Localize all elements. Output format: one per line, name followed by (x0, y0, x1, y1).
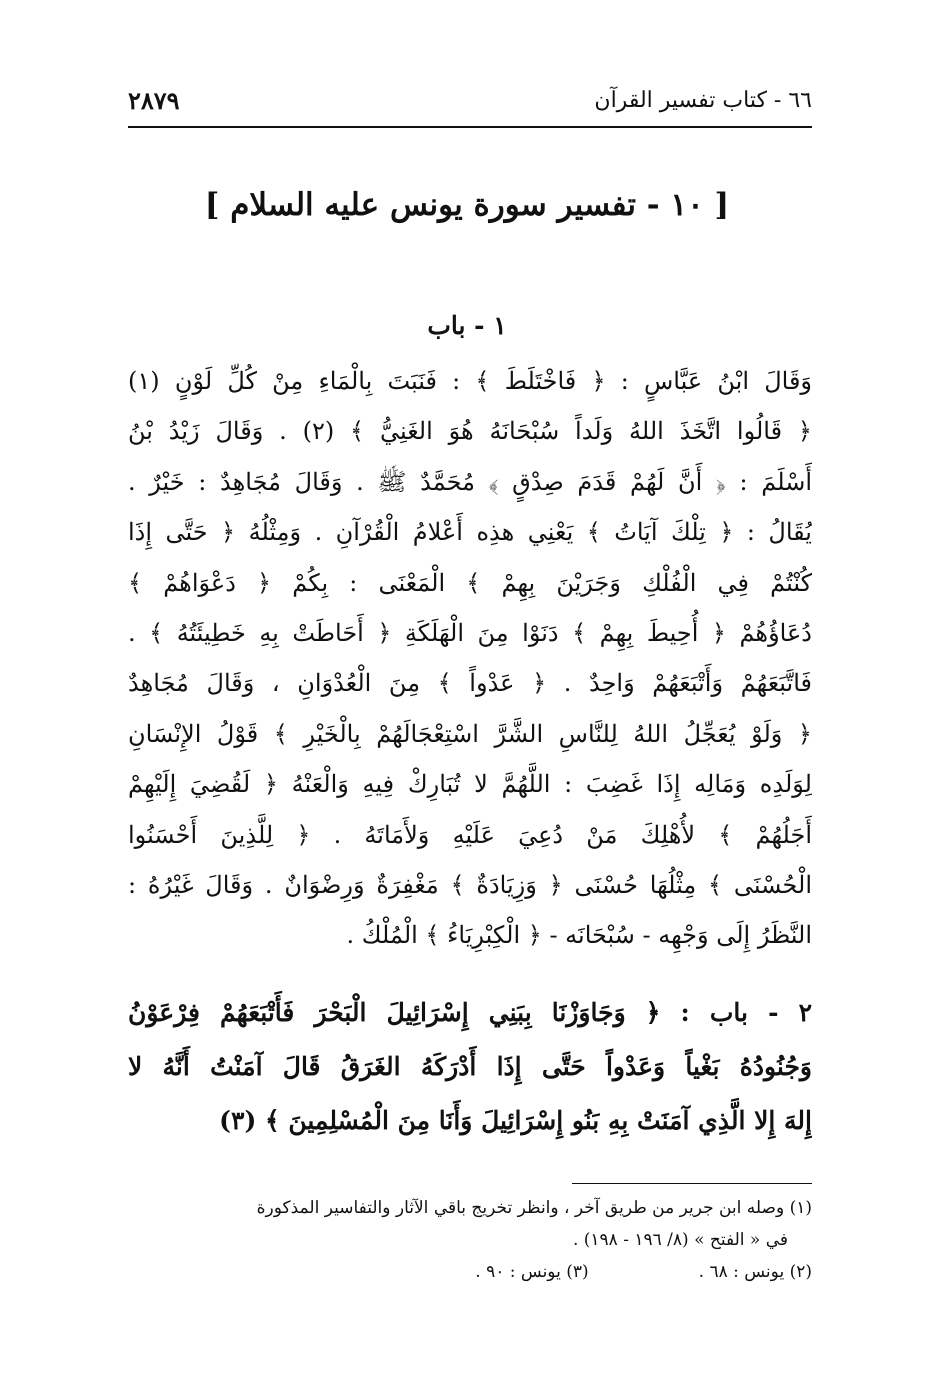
footnote-1-continued: في « الفتح » (٨/ ١٩٦ - ١٩٨) . (572, 1230, 788, 1250)
body-line: النَّظَرُ إِلَى وَجْهِه - سُبْحَانَه - ﴿ الْكِبْرِيَاءُ ﴾ الْمُلْكُ . (346, 921, 812, 950)
bab2-line: وَجُنُودُهُ بَغْياً وَعَدْواً حَتَّى إِذَا أَدْرَكَهُ الغَرَقُ قَالَ آمَنْتُ أَنَّهُ لا (128, 1052, 812, 1081)
footnotes (128, 1192, 812, 1288)
body-paragraph (128, 356, 812, 961)
body-line: أَسْلَمَ : ﴿ أَنَّ لَهُمْ قَدَمَ صِدْقٍ ﴾ مُحَمَّدٌ ﷺ . وَقَالَ مُجَاهِدٌ : خَيْرٌ . (128, 467, 812, 496)
body-line: ﴿ وَلَوْ يُعَجِّلُ اللهُ لِلنَّاسِ الشَّرَّ اسْتِعْجَالَهُمْ بِالْخَيْرِ ﴾ قَوْلُ الإِنْسَانِ (128, 719, 812, 748)
body-line: لِوَلَدِه وَمَالِه إِذَا غَضِبَ : اللَّهُمَّ لا تُبَارِكْ فِيهِ وَالْعَنْهُ ﴿ لَقُضِيَ إِلَيْهِمْ (128, 770, 812, 799)
page-number: ٢٨٧٩ (128, 85, 180, 115)
body-line: أَجَلُهُمْ ﴾ لأُهْلِكَ مَنْ دُعِيَ عَلَيْهِ وَلأَمَاتَهُ . ﴿ لِلَّذِينَ أَحْسَنُوا (128, 820, 812, 849)
running-header (128, 80, 812, 120)
bab2-line: إِلهَ إِلا الَّذِي آمَنَتْ بِهِ بَنُو إِسْرَائِيلَ وَأَنَا مِنَ الْمُسْلِمِينَ ﴾ (٣) (219, 1106, 812, 1135)
footnote-1: (١) وصله ابن جرير من طريق آخر ، وانظر تخريج باقي الآثار والتفاسير المذكورة (256, 1198, 812, 1218)
chapter-title: [ ١٠ - تفسير سورة يونس عليه السلام ] (204, 187, 730, 223)
footnote-2: (٢) يونس : ٦٨ . (698, 1262, 812, 1282)
bab2-line: ٢ - باب : ﴿ وَجَاوَزْنَا بِبَنِي إِسْرَائِيلَ الْبَحْرَ فَأَتْبَعَهُمْ فِرْعَوْنُ (128, 998, 812, 1027)
section-title-bab-1: ١ - باب (427, 311, 507, 340)
body-line: ﴿ قَالُوا اتَّخَذَ اللهُ وَلَداً سُبْحَانَهُ هُوَ الغَنِيُّ ﴾ (٢) . وَقَالَ زَيْدُ بْنُ (128, 417, 812, 446)
header-rule (128, 126, 812, 128)
body-line: كُنْتُمْ فِي الْفُلْكِ وَجَرَيْنَ بِهِمْ ﴾ الْمَعْنَى : بِكُمْ ﴿ دَعْوَاهُمْ ﴾ (128, 568, 812, 597)
footnote-rule (572, 1183, 812, 1184)
body-line: وَقَالَ ابْنُ عَبَّاسٍ : ﴿ فَاخْتَلَطَ ﴾ : فَنَبَتَ بِالْمَاءِ مِنْ كُلِّ لَوْنٍ (١) (128, 367, 812, 395)
body-line: دُعَاؤُهُمْ ﴿ أُحِيطَ بِهِمْ ﴾ دَنَوْا مِنَ الْهَلَكَةِ ﴿ أَحَاطَتْ بِهِ خَطِيئَتُهُ ﴾ . (128, 619, 812, 648)
footnote-3: (٣) يونس : ٩٠ . (475, 1262, 589, 1282)
body-line: فَاتَّبَعَهُمْ وَأَتْبَعَهُمْ وَاحِدٌ . ﴿ عَدْواً ﴾ مِنَ الْعُدْوَانِ ، وَقَالَ مُجَاهِدٌ (128, 669, 812, 698)
section-bab-2 (128, 986, 812, 1148)
body-line: يُقَالُ : ﴿ تِلْكَ آيَاتُ ﴾ يَعْنِي هذِه أَعْلامُ الْقُرْآنِ . وَمِثْلُهُ ﴿ حَتَّى إِذَا (128, 518, 812, 547)
footnote-row (128, 1256, 812, 1288)
body-line: الْحُسْنَى ﴾ مِثْلُهَا حُسْنَى ﴿ وَزِيَادَةٌ ﴾ مَغْفِرَةٌ وَرِضْوَانٌ . وَقَالَ غَيْرُهُ : (128, 871, 812, 900)
header-book-title: ٦٦ - كتاب تفسير القرآن (594, 87, 812, 113)
